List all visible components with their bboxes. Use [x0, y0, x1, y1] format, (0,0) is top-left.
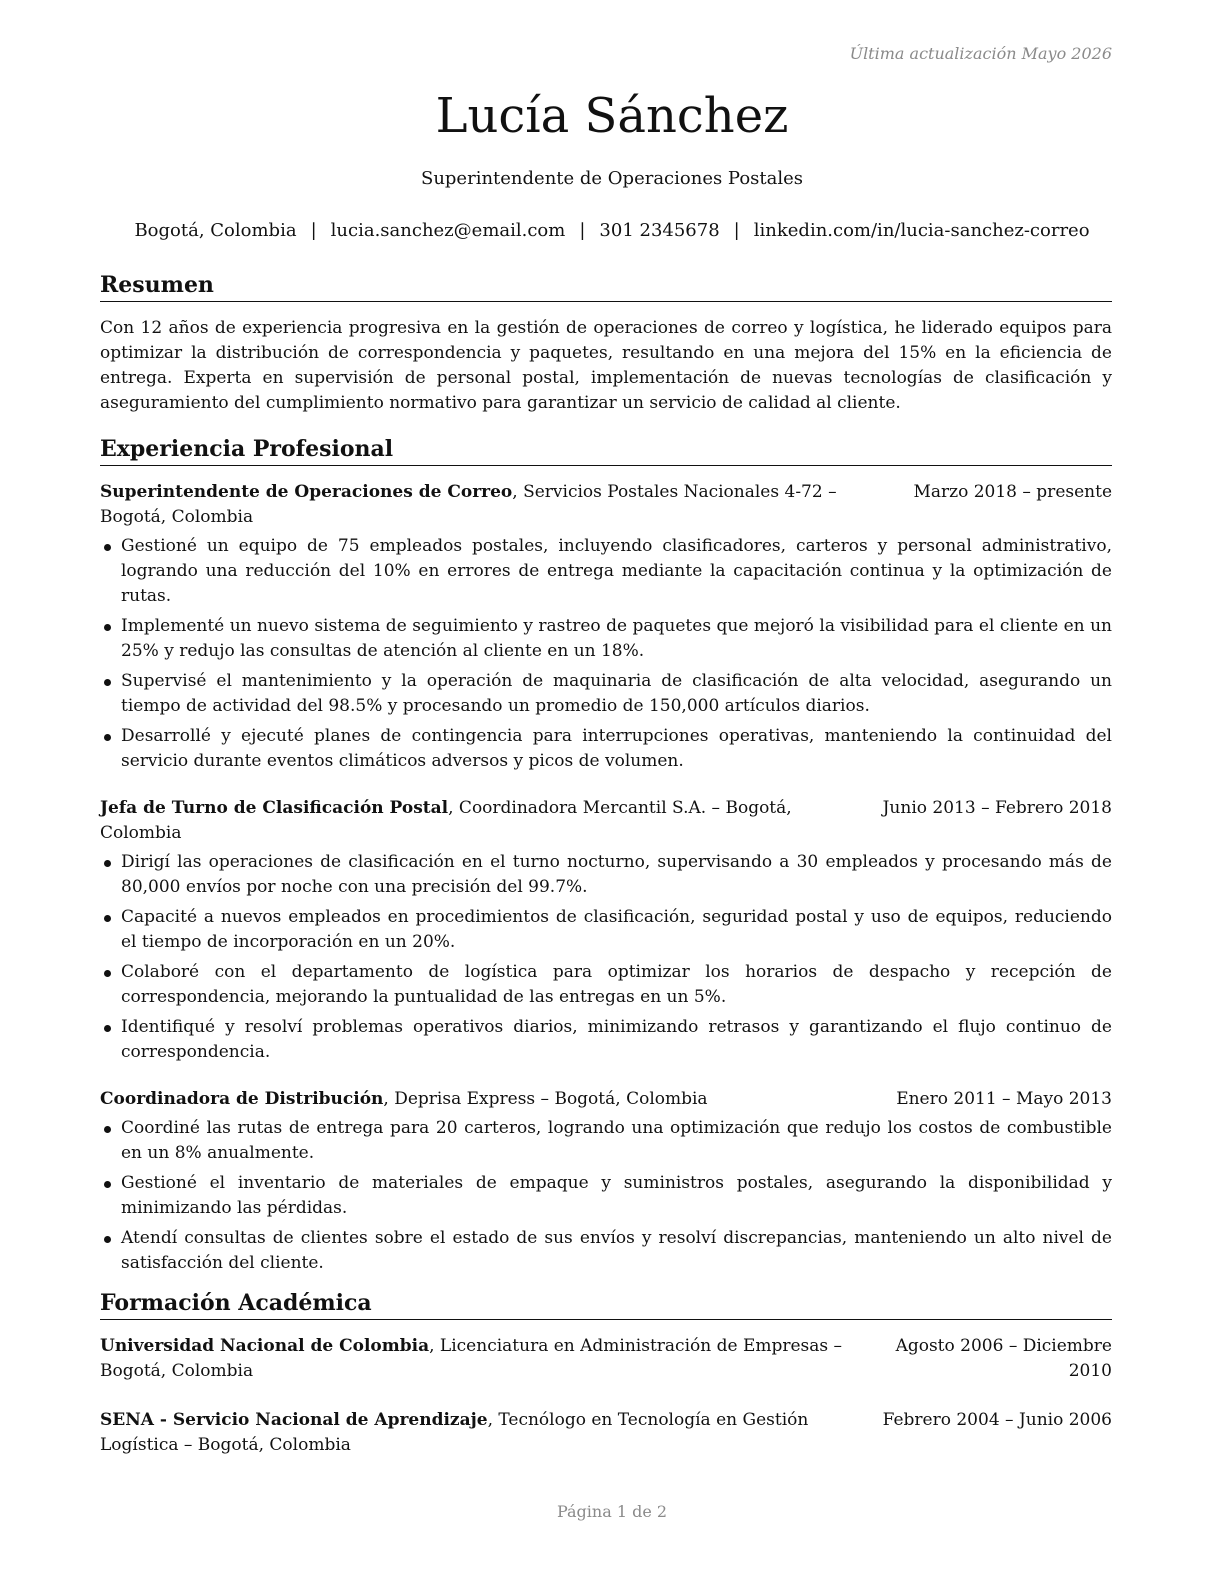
bullet-item — [100, 960, 1112, 1010]
bullet-item — [100, 614, 1112, 664]
job-bullets — [100, 534, 1112, 774]
contact-location: Bogotá, Colombia — [134, 220, 297, 241]
job-role: Coordinadora de Distribución — [100, 1089, 384, 1109]
education-dates: Agosto 2006 – Diciembre 2010 — [895, 1336, 1112, 1381]
page-number: Página 1 de 2 — [556, 1502, 668, 1521]
education-entry — [100, 1334, 1112, 1384]
summary-text: Con 12 años de experiencia progresiva en la gestión de operaciones de correo y logística, he liderado equipos para optimizar la distribución de correspondencia y paquetes, resultando en una mejora del 15% en la eficiencia de entrega. Experta en supervisión de personal postal, implementación de nuevas tecnologías de clasificación y aseguramiento del cumplimiento normativo para garantizar un servicio de calidad al cliente. — [100, 318, 1112, 413]
education-entry — [100, 1408, 1112, 1458]
contact-phone[interactable]: 301 2345678 — [599, 220, 720, 241]
bullet-icon — [104, 1236, 111, 1243]
bullet-icon — [104, 544, 111, 551]
job-role: Jefa de Turno de Clasificación Postal — [100, 798, 449, 818]
bullet-text: Supervisé el mantenimiento y la operación de maquinaria de clasificación de alta velocidad, asegurando un tiempo de actividad del 98.5% y procesando un promedio de 150,000 artículos diarios. — [121, 671, 1112, 716]
education-section — [100, 1288, 1112, 1458]
bullet-text: Atendí consultas de clientes sobre el estado de sus envíos y resolví discrepancias, manteniendo un alto nivel de satisfacción del cliente. — [121, 1228, 1112, 1273]
job-entry — [100, 480, 1112, 774]
bullet-text: Colaboré con el departamento de logística para optimizar los horarios de despacho y recepción de correspondencia, mejorando la puntualidad de las entregas en un 5%. — [121, 962, 1112, 1007]
bullet-item — [100, 1226, 1112, 1276]
candidate-title: Superintendente de Operaciones Postales — [420, 168, 804, 189]
job-company: , Coordinadora Mercantil S.A. – Bogotá, Colombia — [100, 798, 792, 843]
education-heading: Formación Académica — [100, 1288, 1112, 1320]
bullet-text: Desarrollé y ejecuté planes de contingencia para interrupciones operativas, manteniendo la continuidad del servicio durante eventos climáticos adversos y picos de volumen. — [121, 726, 1112, 771]
bullet-item — [100, 1116, 1112, 1166]
job-role-line — [100, 1087, 896, 1112]
bullet-icon — [104, 860, 111, 867]
bullet-icon — [104, 970, 111, 977]
bullet-icon — [104, 915, 111, 922]
job-company: , Deprisa Express – Bogotá, Colombia — [383, 1089, 708, 1109]
bullet-item — [100, 850, 1112, 900]
contact-line — [0, 220, 1224, 241]
bullet-icon — [104, 734, 111, 741]
job-dates: Junio 2013 – Febrero 2018 — [882, 798, 1112, 818]
bullet-text: Gestioné el inventario de materiales de empaque y suministros postales, asegurando la disponibilidad y minimizando las pérdidas. — [121, 1173, 1112, 1218]
job-bullets — [100, 850, 1112, 1065]
job-company: , Servicios Postales Nacionales 4-72 – Bogotá, Colombia — [100, 482, 837, 527]
experience-heading: Experiencia Profesional — [100, 434, 1112, 466]
job-header — [100, 1087, 1112, 1112]
bullet-item — [100, 534, 1112, 609]
bullet-text: Capacité a nuevos empleados en procedimientos de clasificación, seguridad postal y uso de equipos, reduciendo el tiempo de incorporación en un 20%. — [121, 907, 1112, 952]
bullet-item — [100, 1015, 1112, 1065]
bullet-icon — [104, 679, 111, 686]
contact-email[interactable]: lucia.sanchez@email.com — [330, 220, 566, 241]
bullet-text: Implementé un nuevo sistema de seguimiento y rastreo de paquetes que mejoró la visibilidad para el cliente en un 25% y redujo las consultas de atención al cliente en un 18%. — [121, 616, 1112, 661]
job-role-line — [100, 480, 913, 530]
job-header — [100, 480, 1112, 530]
job-dates: Marzo 2018 – presente — [913, 482, 1112, 502]
job-role: Superintendente de Operaciones de Correo — [100, 482, 513, 502]
bullet-icon — [104, 1181, 111, 1188]
bullet-text: Gestioné un equipo de 75 empleados postales, incluyendo clasificadores, carteros y personal administrativo, logrando una reducción del 10% en errores de entrega mediante la capacitación continua y la optimización de rutas. — [121, 536, 1112, 606]
resume-content — [100, 270, 1112, 1458]
bullet-icon — [104, 1025, 111, 1032]
job-entry — [100, 796, 1112, 1065]
job-dates: Enero 2011 – Mayo 2013 — [896, 1089, 1112, 1109]
bullet-icon — [104, 624, 111, 631]
education-school: Universidad Nacional de Colombia — [100, 1336, 430, 1356]
last-updated: Última actualización Mayo 2026 — [849, 44, 1112, 63]
job-role-line — [100, 796, 883, 846]
bullet-icon — [104, 1126, 111, 1133]
bullet-item — [100, 669, 1112, 719]
job-entry — [100, 1087, 1112, 1276]
job-header — [100, 796, 1112, 846]
job-bullets — [100, 1116, 1112, 1276]
education-detail: , Tecnólogo en Tecnología en Gestión Logística – Bogotá, Colombia — [100, 1410, 809, 1455]
education-school-line — [100, 1334, 872, 1384]
candidate-name: Lucía Sánchez — [435, 88, 789, 144]
education-dates: Febrero 2004 – Junio 2006 — [882, 1410, 1112, 1430]
bullet-item — [100, 1171, 1112, 1221]
education-detail: , Licenciatura en Administración de Empresas – Bogotá, Colombia — [100, 1336, 843, 1381]
contact-separator: | — [310, 220, 317, 241]
summary-heading: Resumen — [100, 270, 1112, 302]
contact-separator: | — [733, 220, 740, 241]
bullet-text: Dirigí las operaciones de clasificación en el turno nocturno, supervisando a 30 empleados y procesando más de 80,000 envíos por noche con una precisión del 99.7%. — [121, 852, 1112, 897]
bullet-text: Identifiqué y resolví problemas operativos diarios, minimizando retrasos y garantizando el flujo continuo de correspondencia. — [121, 1017, 1112, 1062]
bullet-text: Coordiné las rutas de entrega para 20 carteros, logrando una optimización que redujo los costos de combustible en un 8% anualmente. — [121, 1118, 1112, 1163]
bullet-item — [100, 905, 1112, 955]
contact-linkedin[interactable]: linkedin.com/in/lucia-sanchez-correo — [753, 220, 1090, 241]
education-school-line — [100, 1408, 883, 1458]
education-school: SENA - Servicio Nacional de Aprendizaje — [100, 1410, 488, 1430]
bullet-item — [100, 724, 1112, 774]
contact-separator: | — [579, 220, 586, 241]
